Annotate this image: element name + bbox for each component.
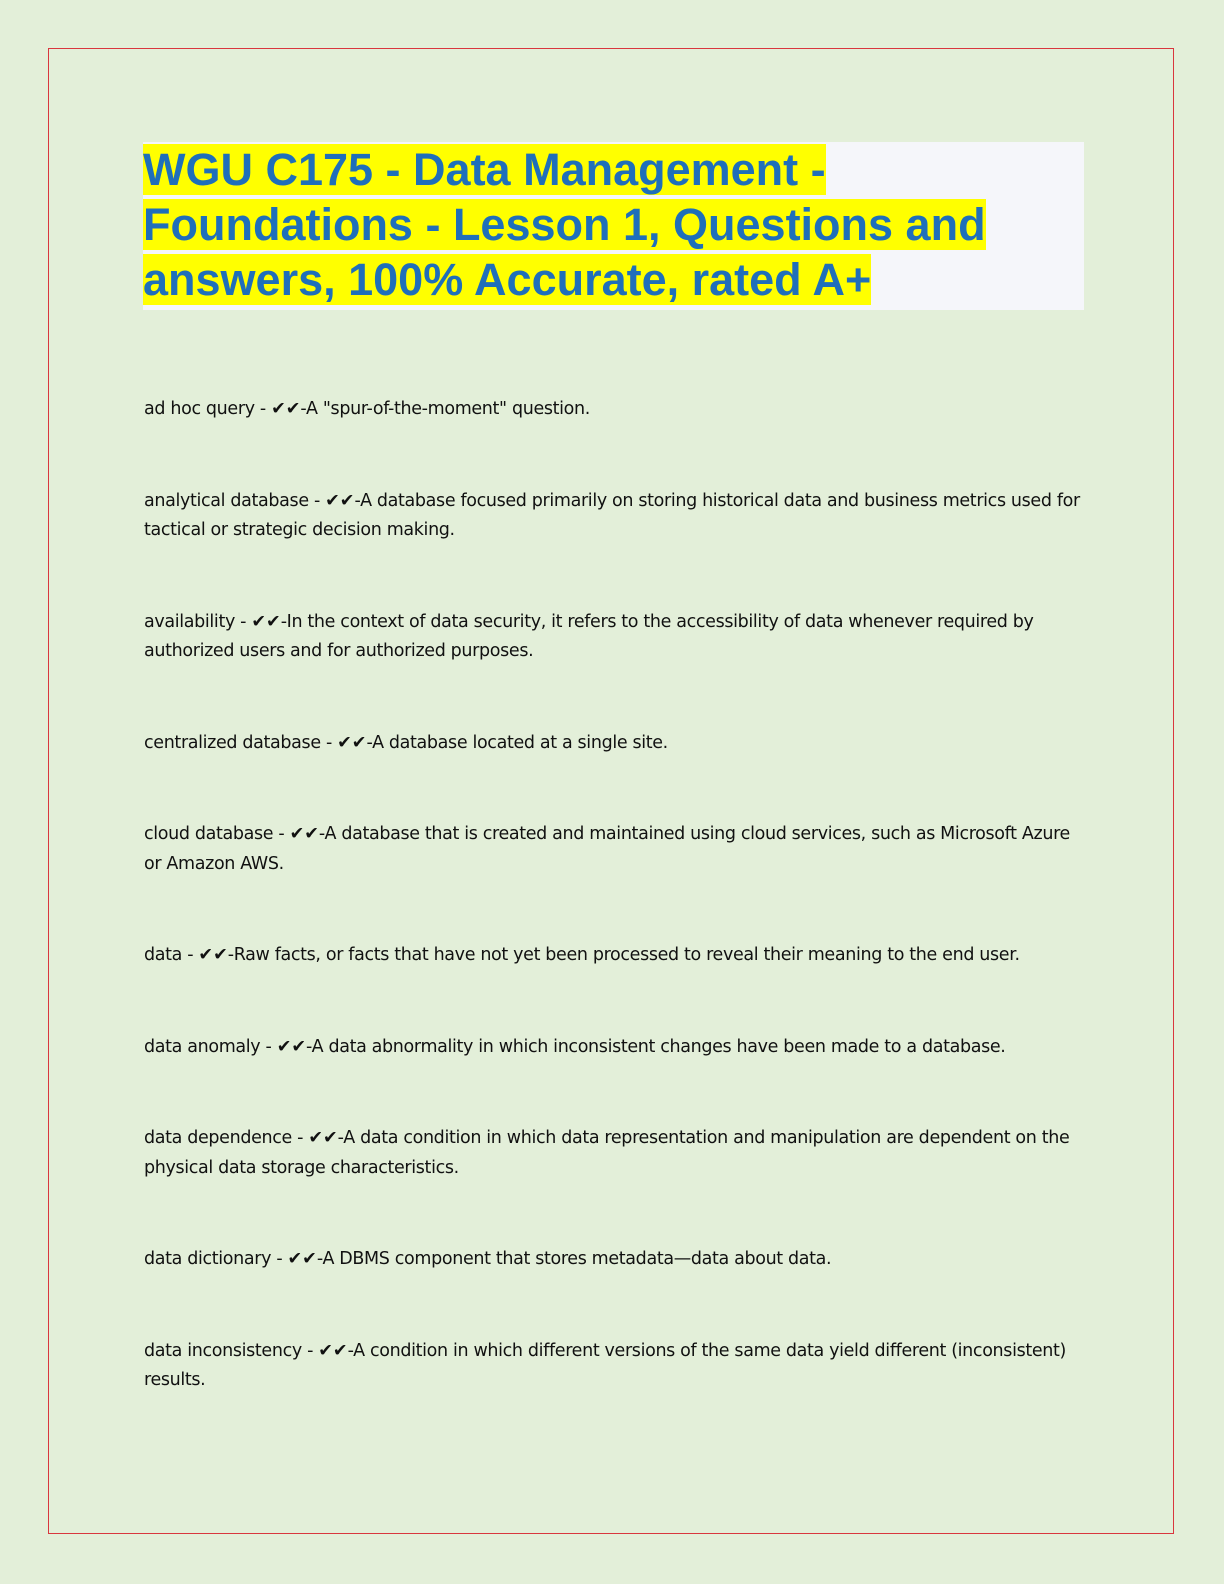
check-icon: ✔✔ (276, 1036, 307, 1057)
term: data anomaly (144, 1036, 261, 1057)
definition: A data abnormality in which inconsistent changes have been made to a database. (311, 1036, 1006, 1057)
check-icon: ✔✔ (318, 1340, 348, 1361)
definition: A DBMS component that stores metadata—data about data. (322, 1249, 832, 1269)
list-item: cloud database - ✔✔-A database that is created and maintained using cloud services, such as Microsoft Azure or Amazon AWS. (144, 824, 1070, 874)
list-item: availability - ✔✔-In the context of data security, it refers to the accessibility of data whenever required by authorized users and for authorized purposes. (144, 611, 1034, 661)
check-icon: ✔✔ (289, 824, 319, 844)
term: data dependence (144, 1128, 292, 1148)
check-icon: ✔✔ (325, 490, 355, 511)
check-icon: ✔✔ (271, 399, 301, 419)
check-icon: ✔✔ (308, 1128, 338, 1148)
definition: Raw facts, or facts that have not yet been processed to reveal their meaning to the end user. (233, 945, 1020, 965)
definition: A database located at a single site. (372, 732, 668, 753)
title-block (143, 142, 1084, 310)
check-icon: ✔✔ (251, 611, 281, 632)
term: centralized database (144, 732, 321, 753)
document-title (143, 142, 1084, 307)
list-item: data dictionary - ✔✔-A DBMS component that stores metadata—data about data. (144, 1249, 832, 1269)
term: ad hoc query (144, 399, 255, 419)
title-line-2: Foundations - Lesson 1, Questions and (143, 199, 986, 250)
check-icon: ✔✔ (287, 1249, 317, 1269)
definition: A data condition in which data representation and manipulation are dependent on the physical data storage characteristics. (144, 1128, 1070, 1178)
list-item: data anomaly - ✔✔-A data abnormality in which inconsistent changes have been made to a database. (144, 1036, 1006, 1057)
term: analytical database (144, 490, 309, 511)
definition: A database that is created and maintained using cloud services, such as Microsoft Azure or Amazon AWS. (144, 824, 1070, 874)
list-item: data inconsistency - ✔✔-A condition in which different versions of the same data yield different (inconsistent) results. (144, 1340, 1067, 1390)
title-line-3: answers, 100% Accurate, rated A+ (143, 254, 872, 305)
term: availability (144, 611, 235, 632)
definition: A "spur-of-the-moment" question. (306, 399, 590, 419)
check-icon: ✔✔ (198, 945, 228, 965)
term: data (144, 945, 183, 965)
list-item: ad hoc query - ✔✔-A "spur-of-the-moment" question. (144, 399, 590, 419)
title-line-1: WGU C175 - Data Management - (143, 144, 826, 195)
list-item: data dependence - ✔✔-A data condition in which data representation and manipulation are dependent on the physical data storage characteristics. (144, 1128, 1070, 1178)
term: cloud database (144, 824, 274, 844)
list-item: data - ✔✔-Raw facts, or facts that have not yet been processed to reveal their meaning to the end user. (144, 945, 1020, 965)
qa-list (144, 395, 1084, 1458)
definition: A condition in which different versions of the same data yield different (inconsistent) results. (144, 1340, 1067, 1390)
definition: In the context of data security, it refers to the accessibility of data whenever required by authorized users and for authorized purposes. (144, 611, 1034, 661)
list-item: analytical database - ✔✔-A database focused primarily on storing historical data and business metrics used for tactical or strategic decision making. (144, 490, 1080, 540)
list-item: centralized database - ✔✔-A database located at a single site. (144, 732, 668, 753)
check-icon: ✔✔ (337, 732, 367, 753)
term: data dictionary (144, 1249, 272, 1269)
term: data inconsistency (144, 1340, 302, 1361)
definition: A database focused primarily on storing historical data and business metrics used for tactical or strategic decision making. (144, 490, 1080, 540)
